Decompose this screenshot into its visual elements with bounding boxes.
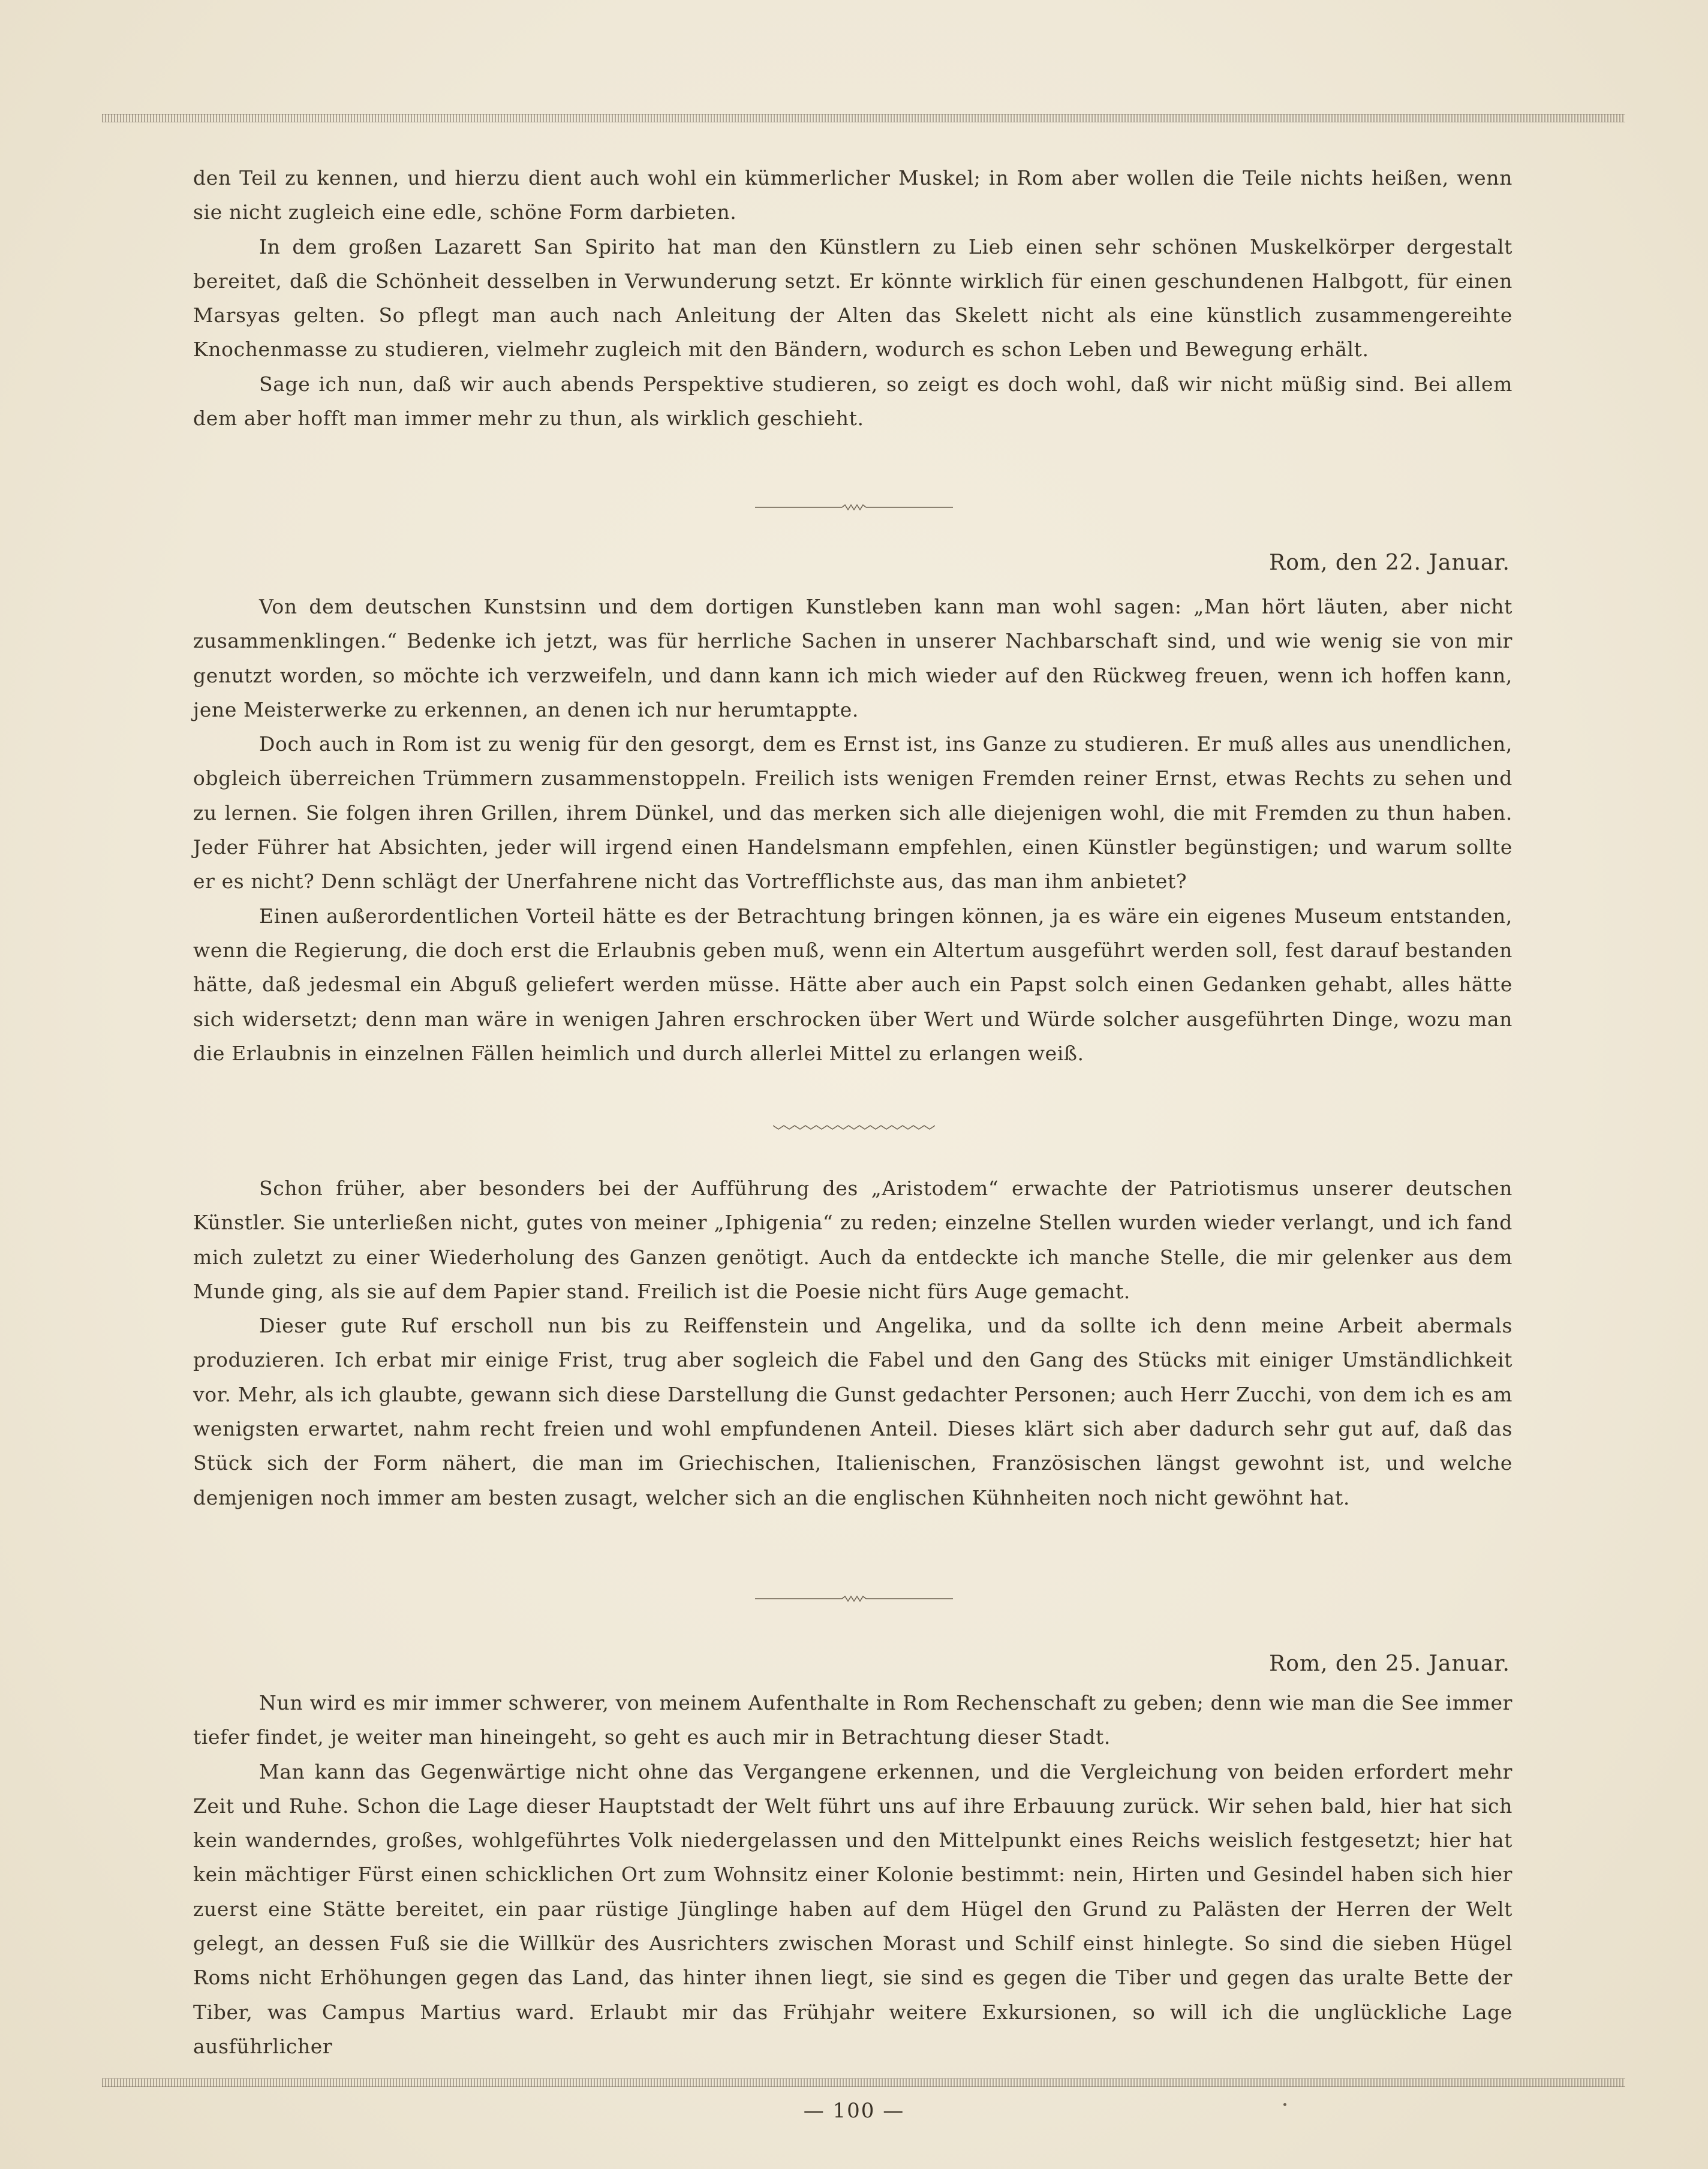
ink-speck xyxy=(1283,2103,1286,2106)
paragraph: Nun wird es mir immer schwerer, von meinem Aufenthalte in Rom Rechenschaft zu geben; denn wie man die See immer tiefer findet, je weiter man hineingeht, so geht es auch mir in Betrachtung dieser Stadt. xyxy=(193,1691,1512,1749)
paragraph: Schon früher, aber besonders bei der Aufführung des „Aristodem“ erwachte der Patriotismus unserer deutschen Künstler. Sie unterließen nicht, gutes von meiner „Iphigenia“ zu reden; einzelne Stellen wurden wieder verlangt, und ich fand mich zuletzt zu einer Wiederholung des Ganzen genötigt. Auch da entdeckte ich manche Stelle, die mir gelenker aus dem Munde ging, als sie auf dem Papier stand. Freilich ist die Poesie nicht fürs Auge gemacht. xyxy=(193,1177,1512,1303)
paragraph: In dem großen Lazarett San Spirito hat man den Künstlern zu Lieb einen sehr schönen Muskelkörper dergestalt bereitet, daß die Schönheit desselben in Verwunderung setzt. Er könnte wirklich für einen geschundenen Halbgott, für einen Marsyas gelten. So pflegt man auch nach Anleitung der Alten das Skelett nicht als eine künstlich zusammengereihte Knochenmasse zu studieren, vielmehr zugleich mit den Bändern, wodurch es schon Leben und Bewegung erhält. xyxy=(193,234,1512,362)
section-4-text xyxy=(193,1686,1512,2063)
paragraph: Man kann das Gegenwärtige nicht ohne das Vergangene erkennen, und die Vergleichung von beiden erfordert mehr Zeit und Ruhe. Schon die Lage dieser Hauptstadt der Welt führt uns auf ihre Erbauung zurück. Wir sehen bald, hier hat sich kein wanderndes, großes, wohlgeführtes Volk niedergelassen und den Mittelpunkt eines Reichs weislich festgesetzt; hier hat kein mächtiger Fürst einen schicklichen Ort zum Wohnsitz einer Kolonie bestimmt: nein, Hirten und Gesindel haben sich hier zuerst eine Stätte bereitet, ein paar rüstige Jünglinge haben auf dem Hügel den Grund zu Palästen der Herren der Welt gelegt, an dessen Fuß sie die Willkür des Ausrichters zwischen Morast und Schilf einst hinlegte. So sind die sieben Hügel Roms nicht Erhöhungen gegen das Land, das hinter ihnen liegt, sie sind es gegen die Tiber und gegen das uralte Bette der Tiber, was Campus Martius ward. Erlaubt mir das Frühjahr weitere Exkursionen, so will ich die unglückliche Lage ausführlicher xyxy=(193,1759,1512,2058)
section-divider-ornament xyxy=(0,1594,1708,1606)
top-border-rule xyxy=(102,114,1625,122)
paragraph: Sage ich nun, daß wir auch abends Perspektive studieren, so zeigt es doch wohl, daß wir nicht müßig sind. Bei allem dem aber hofft man immer mehr zu thun, als wirklich geschieht. xyxy=(193,372,1512,431)
section-3-text xyxy=(193,1171,1512,1515)
paragraph: Doch auch in Rom ist zu wenig für den gesorgt, dem es Ernst ist, ins Ganze zu studieren. Er muß alles aus unendlichen, obgleich überreichen Trümmern zusammenstoppeln. Freilich ists wenigen Fremden reiner Ernst, etwas Rechts zu sehen und zu lernen. Sie folgen ihren Grillen, ihrem Dünkel, und das merken sich alle diejenigen wohl, die mit Fremden zu thun haben. Jeder Führer hat Absichten, jeder will irgend einen Handelsmann empfehlen, einen Künstler begünstigen; und warum sollte er es nicht? Denn schlägt der Unerfahrene nicht das Vortrefflichste aus, das man ihm anbietet? xyxy=(193,732,1512,894)
paragraph: Einen außerordentlichen Vorteil hätte es der Betrachtung bringen können, ja es wäre ein eigenes Museum entstanden, wenn die Regierung, die doch erst die Erlaubnis geben muß, wenn ein Altertum ausgeführt werden soll, fest darauf bestanden hätte, daß jedesmal ein Abguß geliefert werden müsse. Hätte aber auch ein Papst solch einen Gedanken gehabt, alles hätte sich widersetzt; denn man wäre in wenigen Jahren erschrocken über Wert und Würde solcher ausgeführten Dinge, wozu man die Erlaubnis in einzelnen Fällen heimlich und durch allerlei Mittel zu erlangen weiß. xyxy=(193,904,1512,1065)
dateline: Rom, den 22. Januar. xyxy=(1269,550,1510,575)
paragraph: Von dem deutschen Kunstsinn und dem dortigen Kunstleben kann man wohl sagen: „Man hört läuten, aber nicht zusammenklingen.“ Bedenke ich jetzt, was für herrliche Sachen in unserer Nachbarschaft sind, und wie wenig sie von mir genutzt worden, so möchte ich verzweifeln, und dann kann ich mich wieder auf den Rückweg freuen, wenn ich hoffen kann, jene Meisterwerke zu erkennen, an denen ich nur herumtappte. xyxy=(193,595,1512,721)
page-number: — 100 — xyxy=(803,2099,905,2123)
paragraph: den Teil zu kennen, und hierzu dient auch wohl ein kümmerlicher Muskel; in Rom aber wollen die Teile nichts heißen, wenn sie nicht zugleich eine edle, schöne Form darbieten. xyxy=(193,166,1512,224)
bottom-border-rule xyxy=(102,2078,1625,2087)
paragraph: Dieser gute Ruf erscholl nun bis zu Reiffenstein und Angelika, und da sollte ich denn meine Arbeit abermals produzieren. Ich erbat mir einige Frist, trug aber sogleich die Fabel und den Gang des Stücks mit einiger Umständlichkeit vor. Mehr, als ich glaubte, gewann sich diese Darstellung die Gunst gedachter Personen; auch Herr Zucchi, von dem ich es am wenigsten erwartet, nahm recht freien und wohl empfundenen Anteil. Dieses klärt sich aber dadurch sehr gut auf, daß das Stück sich der Form nähert, die man im Griechischen, Italienischen, Französischen längst gewohnt ist, und welche demjenigen noch immer am besten zusagt, welcher sich an die englischen Kühnheiten noch nicht gewöhnt hat. xyxy=(193,1314,1512,1509)
section-1-text xyxy=(193,161,1512,435)
dateline: Rom, den 25. Januar. xyxy=(1269,1651,1510,1676)
zigzag-divider-ornament xyxy=(0,1123,1708,1134)
section-2-text xyxy=(193,589,1512,1070)
section-divider-ornament xyxy=(0,503,1708,515)
